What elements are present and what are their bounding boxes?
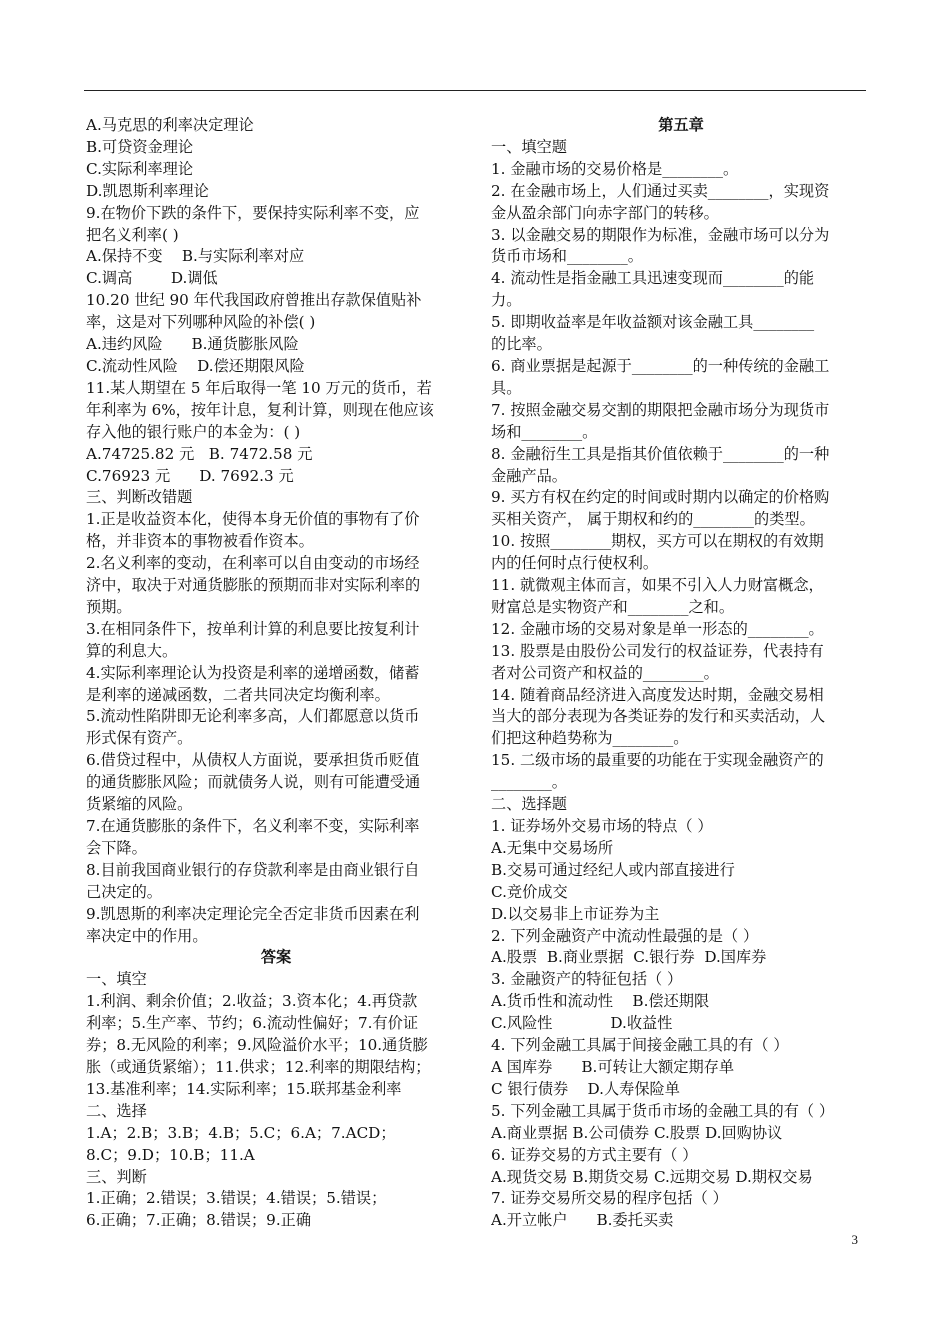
text-line: C 银行债券 D.人寿保险单 [491, 1079, 680, 1098]
text-line: 2.名义利率的变动，在利率可以自由变动的市场经 [86, 554, 420, 573]
text-line: 利率；5.生产率、节约；6.流动性偏好；7.有价证 [86, 1014, 419, 1033]
text-line: 6. 证券交易的方式主要有（ ） [491, 1145, 698, 1164]
text-line: 算的利息大。 [86, 641, 178, 660]
text-line: 是利率的递减函数，二者共同决定均衡利率。 [86, 685, 390, 704]
text-line: 1.A；2.B；3.B；4.B；5.C；6.A；7.ACD； [86, 1123, 396, 1142]
text-line: A.违约风险 B.通货膨胀风险 [86, 335, 299, 354]
text-line: 格，并非资本的事物被看作资本。 [86, 532, 314, 551]
text-line: 者对公司资产和权益的________。 [491, 663, 719, 682]
text-line: C.流动性风险 D.偿还期限风险 [86, 356, 305, 375]
text-line: 11.某人期望在 5 年后取得一笔 10 万元的货币，若 [86, 378, 432, 397]
text-line: C.76923 元 D. 7692.3 元 [86, 466, 294, 485]
text-line: 二、选择 [86, 1101, 147, 1120]
text-line: A.保持不变 B.与实际利率对应 [86, 247, 305, 266]
text-line: 13.基准利率；14.实际利率；15.联邦基金利率 [86, 1079, 402, 1098]
text-line: 7.在通货膨胀的条件下，名义利率不变，实际利率 [86, 817, 420, 835]
text-line: 4. 下列金融工具属于间接金融工具的有（ ） [491, 1036, 789, 1055]
text-line: 10. 按照________期权，买方可以在期权的有效期 [491, 532, 824, 551]
text-line: B.可贷资金理论 [86, 137, 194, 156]
text-line: 场和________。 [491, 422, 598, 441]
text-line: 10.20 世纪 90 年代我国政府曾推出存款保值贴补 [86, 291, 422, 310]
right-column [491, 115, 871, 1232]
text-line: 的通货膨胀风险；而就债务人说，则有可能遭受通 [86, 773, 421, 792]
text-line: 6. 商业票据是起源于________的一种传统的金融工 [491, 356, 830, 375]
text-line: 12. 金融市场的交易对象是单一形态的________。 [491, 619, 824, 638]
text-line: A.无集中交易场所 [491, 838, 614, 857]
text-line: 存入他的银行账户的本金为：( ) [86, 422, 301, 441]
text-line: 13. 股票是由股份公司发行的权益证券，代表持有 [491, 641, 824, 660]
text-line: 把名义利率( ) [86, 225, 179, 244]
text-line: A.股票 B.商业票据 C.银行券 D.国库券 [491, 948, 767, 967]
text-line: 二、选择题 [491, 795, 567, 814]
text-line: 4. 流动性是指金融工具迅速变现而________的能 [491, 269, 815, 288]
text-line: C.风险性 D.收益性 [491, 1014, 673, 1033]
text-line: 6.正确；7.正确；8.错误；9.正确 [86, 1211, 312, 1230]
text-line: 买相关资产， 属于期权和约的________的类型。 [491, 510, 815, 529]
text-line: 1.正是收益资本化，使得本身无价值的事物有了价 [86, 510, 420, 529]
text-line: 5. 下列金融工具属于货币市场的金融工具的有（ ） [491, 1101, 835, 1120]
text-line: 一、填空题 [491, 137, 567, 156]
text-line: 9.在物价下跌的条件下，要保持实际利率不变，应 [86, 203, 420, 222]
text-line: 的比率。 [491, 335, 552, 354]
text-line: C.调高 D.调低 [86, 269, 218, 288]
text-line: 4.实际利率理论认为投资是利率的递增函数，储蓄 [86, 663, 420, 682]
text-line: 金从盈余部门向赤字部门的转移。 [491, 203, 719, 222]
text-line: 8.C；9.D；10.B；11.A [86, 1145, 255, 1164]
text-line: 财富总是实物资产和________之和。 [491, 597, 734, 616]
text-line: 内的任何时点行使权利。 [491, 554, 659, 573]
text-line: 3. 金融资产的特征包括（ ） [491, 970, 683, 989]
text-line: 8.目前我国商业银行的存贷款利率是由商业银行自 [86, 860, 420, 879]
text-line: 己决定的。 [86, 882, 162, 901]
text-line: A.货币性和流动性 B.偿还期限 [491, 992, 710, 1011]
page-number: 3 [851, 1232, 858, 1247]
text-line: 券；8.无风险的利率；9.风险溢价水平；10.通货膨 [86, 1036, 428, 1055]
text-line: 济中，取决于对通货膨胀的预期而非对实际利率的 [86, 576, 421, 595]
text-line: 8. 金融衍生工具是指其价值依赖于________的一种 [491, 444, 830, 463]
text-line: 14. 随着商品经济进入高度发达时期，金融交易相 [491, 685, 824, 704]
text-line: 1. 证券场外交易市场的特点（ ） [491, 817, 713, 835]
text-line: 1. 金融市场的交易价格是________。 [491, 159, 739, 178]
text-line: C.竞价成交 [491, 882, 568, 901]
text-line: 预期。 [86, 597, 132, 616]
section-heading: 第五章 [658, 116, 704, 134]
text-line: 三、判断 [86, 1167, 147, 1186]
text-line: A 国库券 B.可转让大额定期存单 [491, 1057, 734, 1076]
text-line: 们把这种趋势称为________。 [491, 729, 689, 748]
text-line: A.现货交易 B.期货交易 C.远期交易 D.期权交易 [491, 1167, 813, 1186]
text-line: 3.在相同条件下，按单利计算的利息要比按复利计 [86, 619, 420, 638]
text-line: A.马克思的利率决定理论 [86, 116, 254, 134]
header-rule [84, 90, 866, 91]
text-line: 率，这是对下列哪种风险的补偿( ) [86, 313, 316, 332]
text-line: 1.利润、剩余价值；2.收益；3.资本化；4.再贷款 [86, 992, 418, 1011]
text-line: 金融产品。 [491, 466, 567, 485]
text-line: 6.借贷过程中，从债权人方面说，要承担货币贬值 [86, 751, 420, 770]
text-line: 9.凯恩斯的利率决定理论完全否定非货币因素在利 [86, 904, 420, 923]
text-line: 7. 证券交易所交易的程序包括（ ） [491, 1189, 728, 1208]
section-heading: 答案 [260, 948, 292, 967]
text-line: C.实际利率理论 [86, 159, 194, 178]
text-line: 货紧缩的风险。 [86, 795, 193, 814]
text-line: A.74725.82 元 B. 7472.58 元 [86, 444, 313, 463]
text-line: 年利率为 6%，按年计息，复利计算，则现在他应该 [86, 400, 434, 419]
text-line: 货币市场和________。 [491, 247, 643, 266]
text-line: 9. 买方有权在约定的时间或时期内以确定的价格购 [491, 488, 830, 507]
text-line: 形式保有资产。 [86, 729, 193, 748]
text-line: 15. 二级市场的最重要的功能在于实现金融资产的 [491, 751, 824, 770]
text-line: 11. 就微观主体而言，如果不引入人力财富概念， [491, 576, 824, 595]
text-line: A.商业票据 B.公司债券 C.股票 D.回购协议 [491, 1123, 783, 1142]
text-line: 一、填空 [86, 970, 147, 989]
text-line: ________。 [491, 773, 567, 792]
text-line: 7. 按照金融交易交割的期限把金融市场分为现货市 [491, 400, 830, 419]
text-line: 具。 [491, 378, 522, 397]
text-line: B.交易可通过经纪人或内部直接进行 [491, 860, 735, 879]
text-line: A.开立帐户 B.委托买卖 [491, 1211, 674, 1230]
text-line: 会下降。 [86, 838, 147, 857]
text-line: 2. 下列金融资产中流动性最强的是（ ） [491, 926, 759, 945]
text-line: 5.流动性陷阱即无论利率多高，人们都愿意以货币 [86, 707, 420, 726]
text-line: 三、判断改错题 [86, 488, 193, 507]
text-line: 力。 [491, 291, 522, 310]
text-line: 5. 即期收益率是年收益额对该金融工具________ [491, 313, 815, 332]
text-line: D.凯恩斯利率理论 [86, 181, 209, 200]
text-line: 2. 在金融市场上，人们通过买卖________，实现资 [491, 181, 830, 200]
text-line: D.以交易非上市证券为主 [491, 904, 660, 923]
left-column [86, 115, 466, 1232]
text-line: 率决定中的作用。 [86, 926, 208, 945]
text-line: 当大的部分表现为各类证券的发行和买卖活动，人 [491, 707, 826, 726]
text-line: 胀（或通货紧缩）；11.供求；12.利率的期限结构； [86, 1057, 431, 1076]
text-line: 3. 以金融交易的期限作为标准，金融市场可以分为 [491, 225, 830, 244]
text-line: 1.正确；2.错误；3.错误；4.错误；5.错误； [86, 1189, 387, 1208]
